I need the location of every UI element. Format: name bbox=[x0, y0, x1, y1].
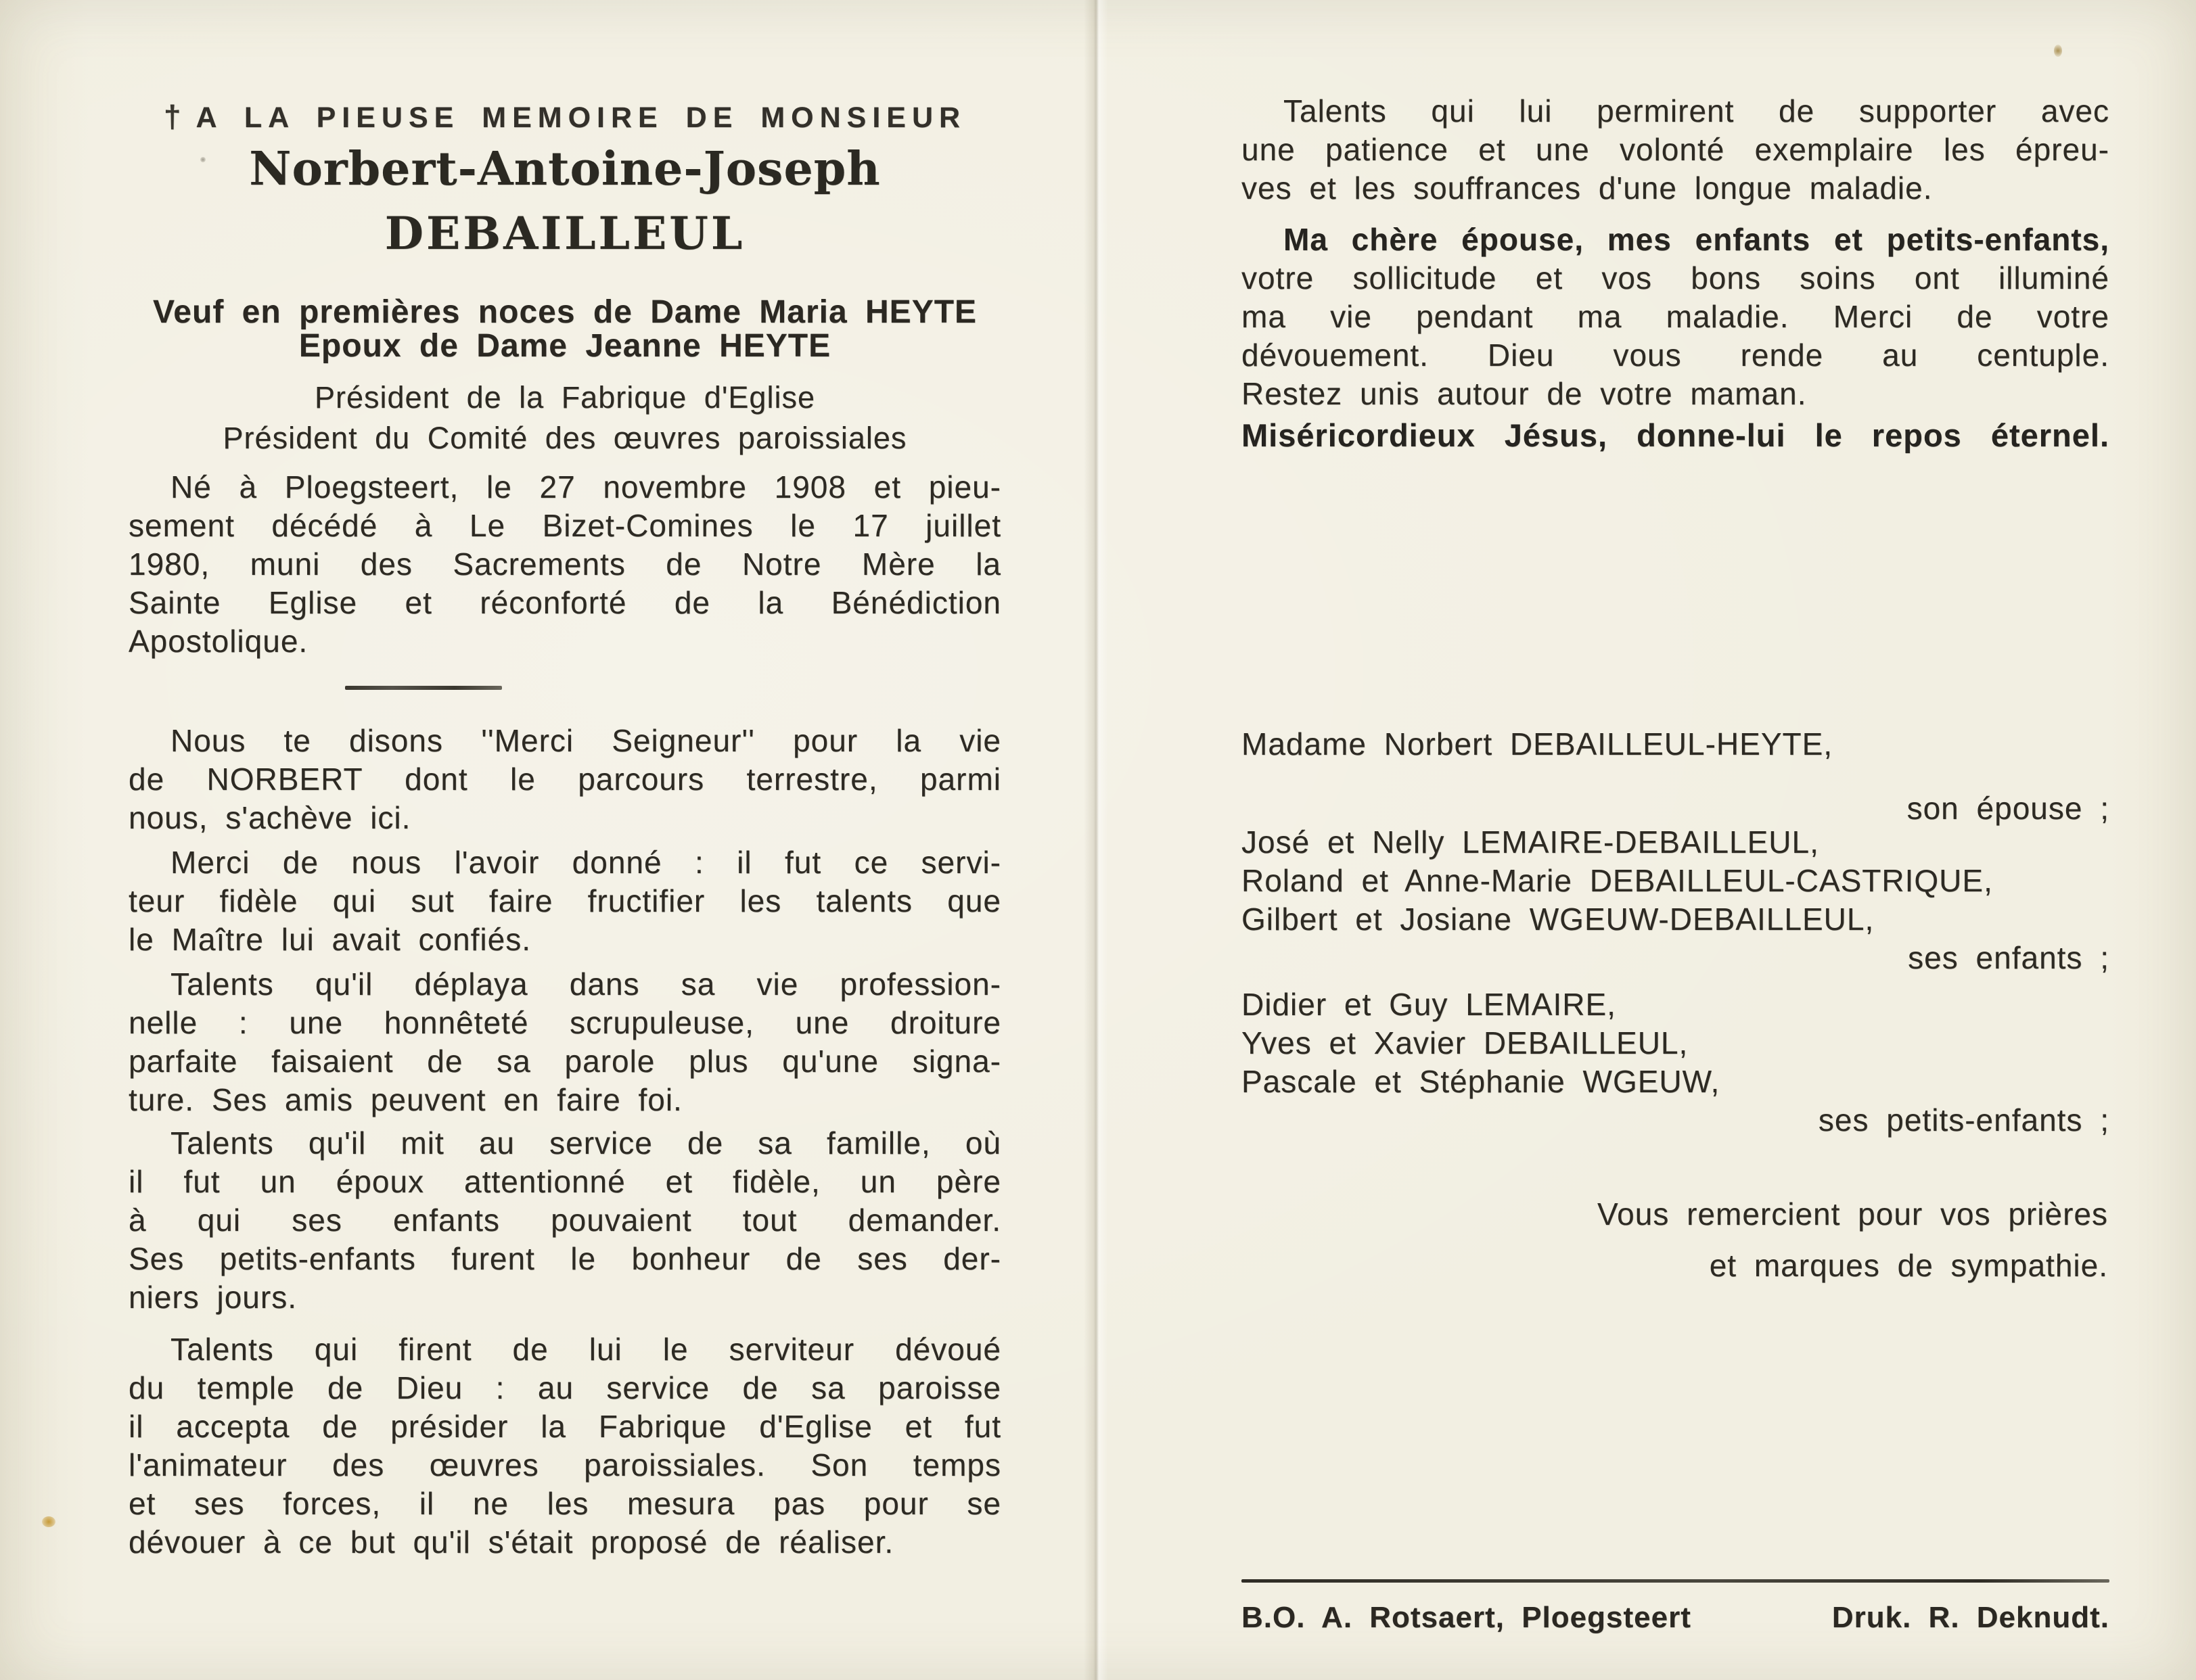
widower-line: Veuf en premières noces de Dame Maria HEYTE bbox=[152, 294, 978, 330]
family-group-children bbox=[1241, 823, 2109, 977]
text-line: nous, s'achève ici. bbox=[129, 800, 411, 835]
cross-icon: † bbox=[163, 99, 181, 134]
text-line: Né à Ploegsteert, le 27 novembre 1908 et pieu- bbox=[170, 469, 1001, 505]
text-line: ture. Ses amis peuvent en faire foi. bbox=[129, 1082, 683, 1117]
deceased-surname: DEBAILLEUL bbox=[384, 207, 746, 260]
text-line: Pascale et Stéphanie WGEUW, bbox=[1241, 1064, 1720, 1099]
text-line: Yves et Xavier DEBAILLEUL, bbox=[1241, 1025, 1689, 1060]
text-line: Talents qu'il mit au service de sa famille, où bbox=[170, 1125, 1001, 1161]
text-line: Restez unis autour de votre maman. bbox=[1241, 376, 1807, 411]
paragraph-maladie bbox=[1241, 92, 2109, 208]
relation-label: ses petits-enfants ; bbox=[1818, 1102, 2109, 1138]
relation-label: ses enfants ; bbox=[1908, 940, 2109, 975]
text-line: Madame Norbert DEBAILLEUL-HEYTE, bbox=[1241, 726, 1833, 762]
prayer-line: Miséricordieux Jésus, donne-lui le repos éternel. bbox=[1241, 417, 2109, 453]
paragraph-talents-dieu bbox=[129, 1330, 1001, 1562]
text-line: Roland et Anne-Marie DEBAILLEUL-CASTRIQUE, bbox=[1241, 863, 1993, 898]
family-names bbox=[1241, 823, 2109, 939]
memorial-header bbox=[129, 99, 1001, 135]
relation-label: son épouse ; bbox=[1906, 791, 2109, 826]
family-group-spouse bbox=[1241, 725, 2109, 828]
text-line: et ses forces, il ne les mesura pas pour se bbox=[129, 1486, 1001, 1521]
paragraph-merci-donne bbox=[129, 843, 1001, 959]
paper-stain bbox=[42, 1516, 55, 1527]
text-line: une patience et une volonté exemplaire les épreu- bbox=[1241, 132, 2109, 167]
text-line: Talents qui firent de lui le serviteur dévoué bbox=[170, 1332, 1001, 1367]
spouse-line: Epoux de Dame Jeanne HEYTE bbox=[298, 328, 831, 364]
family-group-grandchildren bbox=[1241, 985, 2109, 1140]
role-line-comite: Président du Comité des œuvres paroissiales bbox=[223, 421, 907, 455]
role-line-fabrique: Président de la Fabrique d'Eglise bbox=[315, 380, 815, 415]
text-line: Nous te disons ''Merci Seigneur'' pour la vie bbox=[170, 723, 1001, 758]
printer-credit bbox=[1241, 1599, 2109, 1637]
left-page bbox=[129, 0, 1001, 1680]
printer-credit-right: Druk. R. Deknudt. bbox=[1831, 1601, 2109, 1634]
text-line: Sainte Eglise et réconforté de la Bénédiction bbox=[129, 585, 1001, 620]
text-line: Vous remercient pour vos prières bbox=[1597, 1196, 2108, 1232]
paragraph-talents-famille bbox=[129, 1124, 1001, 1317]
closing-thanks bbox=[1241, 1188, 2109, 1291]
text-line: nelle : une honnêteté scrupuleuse, une droiture bbox=[129, 1005, 1001, 1040]
fold-line bbox=[1084, 0, 1108, 1680]
text-line: Apostolique. bbox=[129, 624, 308, 659]
text-line: ves et les souffrances d'une longue maladie. bbox=[1241, 170, 1933, 206]
text-line: Didier et Guy LEMAIRE, bbox=[1241, 987, 1616, 1022]
text-line: le Maître lui avait confiés. bbox=[129, 922, 532, 957]
text-line: Talents qui lui permirent de supporter avec bbox=[1283, 93, 2109, 129]
paragraph-merci-seigneur bbox=[129, 722, 1001, 837]
text-line: dévouer à ce but qu'il s'était proposé de réaliser. bbox=[129, 1524, 894, 1560]
text-line: du temple de Dieu : au service de sa paroisse bbox=[129, 1370, 1001, 1405]
paragraph-adieu-famille bbox=[1241, 220, 2109, 413]
text-line: l'animateur des œuvres paroissiales. Son temps bbox=[129, 1447, 1001, 1483]
text-line: sement décédé à Le Bizet-Comines le 17 juillet bbox=[129, 508, 1001, 543]
text-line: Gilbert et Josiane WGEUW-DEBAILLEUL, bbox=[1241, 902, 1875, 937]
text-line: parfaite faisaient de sa parole plus qu'une signa- bbox=[129, 1044, 1001, 1079]
text-line: il fut un époux attentionné et fidèle, un père bbox=[129, 1164, 1001, 1199]
text-line: niers jours. bbox=[129, 1280, 297, 1315]
text-line: de NORBERT dont le parcours terrestre, parmi bbox=[129, 762, 1001, 797]
printer-credit-left: B.O. A. Rotsaert, Ploegsteert bbox=[1241, 1601, 1691, 1634]
footer-rule bbox=[1241, 1579, 2109, 1583]
text-line: dévouement. Dieu vous rende au centuple. bbox=[1241, 337, 2109, 373]
text-line: et marques de sympathie. bbox=[1709, 1248, 2108, 1283]
text-line: 1980, muni des Sacrements de Notre Mère la bbox=[129, 546, 1001, 582]
right-page bbox=[1241, 0, 2109, 1680]
family-names bbox=[1241, 725, 2109, 764]
text-line: votre sollicitude et vos bons soins ont illuminé bbox=[1241, 260, 2109, 296]
text-line: Ses petits-enfants furent le bonheur de ses der- bbox=[129, 1241, 1001, 1276]
text-line: à qui ses enfants pouvaient tout demander. bbox=[129, 1203, 1001, 1238]
paragraph-talents-profession bbox=[129, 965, 1001, 1119]
text-line: José et Nelly LEMAIRE-DEBAILLEUL, bbox=[1241, 824, 1819, 860]
text-line: il accepta de présider la Fabrique d'Eglise et fut bbox=[129, 1409, 1001, 1444]
memorial-header-text: A LA PIEUSE MEMOIRE DE MONSIEUR bbox=[196, 101, 967, 134]
text-line: Merci de nous l'avoir donné : il fut ce servi- bbox=[170, 845, 1001, 880]
separator-rule bbox=[345, 686, 502, 690]
family-names bbox=[1241, 985, 2109, 1101]
paragraph-birth-death bbox=[129, 468, 1001, 661]
text-line: Talents qu'il déplaya dans sa vie profession- bbox=[170, 966, 1001, 1002]
text-line: ma vie pendant ma maladie. Merci de votre bbox=[1241, 299, 2109, 334]
text-line: teur fidèle qui sut faire fructifier les talents que bbox=[129, 883, 1001, 918]
text-line: Ma chère épouse, mes enfants et petits-enfants, bbox=[1283, 222, 2109, 257]
deceased-given-names: Norbert-Antoine-Joseph bbox=[249, 142, 881, 196]
